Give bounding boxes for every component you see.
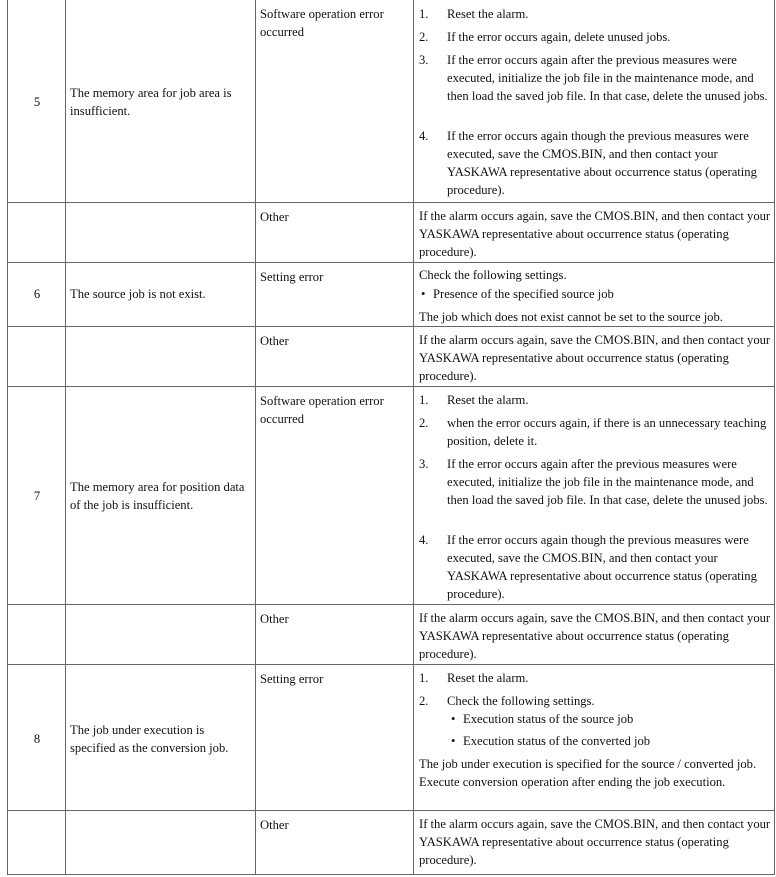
list-item: 2. If the error occurs again, delete unused jobs. xyxy=(419,30,671,44)
remedy-text: If the alarm occurs again, save the CMOS.BIN, and then contact your YASKAWA representative about occurrence status (operating procedure). xyxy=(419,209,771,259)
list-item: 3. If the error occurs again after the previous measures were executed, initialize the job file in the maintenance mode, and then load the saved job file. In that case, delete the unused jobs. xyxy=(419,53,768,103)
remedy-cell xyxy=(414,387,774,604)
remedy-note: The job under execution is specified for the source / converted job. Execute conversion operation after ending the job execution. xyxy=(419,757,757,789)
number-cell xyxy=(8,263,66,326)
remedy-intro: Check the following settings. xyxy=(419,268,567,282)
bullet-icon: • xyxy=(421,287,426,301)
list-item: • Execution status of the converted job xyxy=(451,734,651,748)
list-item: • Execution status of the source job xyxy=(451,712,634,726)
cause-text: Other xyxy=(260,210,289,224)
table-row xyxy=(8,387,774,605)
cause-text: Software operation error occurred xyxy=(260,394,384,426)
alarm-description: The memory area for position data of the job is insufficient. xyxy=(70,480,245,512)
remedy-cell xyxy=(414,327,774,386)
cause-cell xyxy=(256,665,414,810)
table-row xyxy=(8,327,774,387)
number-cell xyxy=(8,665,66,810)
remedy-cell xyxy=(414,0,774,202)
list-item: 1. Reset the alarm. xyxy=(419,7,529,21)
list-item: 2. Check the following settings. xyxy=(419,694,595,708)
alarm-cell xyxy=(66,0,256,202)
bullet-icon: • xyxy=(451,712,456,726)
bullet-icon: • xyxy=(451,734,456,748)
cause-text: Other xyxy=(260,818,289,832)
cause-cell xyxy=(256,811,414,874)
cause-cell xyxy=(256,327,414,386)
list-item: 2. when the error occurs again, if there is an unnecessary teaching position, delete it. xyxy=(419,416,767,448)
remedy-note: The job which does not exist cannot be set to the source job. xyxy=(419,310,723,324)
list-item: 3. If the error occurs again after the previous measures were executed, initialize the job file in the maintenance mode, and then load the saved job file. In that case, delete the unused jobs. xyxy=(419,457,768,507)
table-row xyxy=(8,203,774,263)
cause-text: Setting error xyxy=(260,672,324,686)
remedy-cell xyxy=(414,605,774,664)
list-item: 4. If the error occurs again though the previous measures were executed, save the CMOS.BIN, and then contact your YASKAWA representative about occurrence status (operating procedure). xyxy=(419,129,757,197)
table-row xyxy=(8,811,774,874)
remedy-cell xyxy=(414,665,774,810)
cause-cell xyxy=(256,387,414,604)
alarm-number: 6 xyxy=(33,287,41,301)
number-cell xyxy=(8,0,66,202)
cause-text: Software operation error occurred xyxy=(260,7,384,39)
alarm-description: The job under execution is specified as the conversion job. xyxy=(70,723,229,755)
number-cell xyxy=(8,387,66,604)
cause-text: Other xyxy=(260,612,289,626)
remedy-cell xyxy=(414,811,774,874)
alarm-table xyxy=(7,0,775,875)
alarm-number: 7 xyxy=(33,489,41,503)
remedy-cell xyxy=(414,203,774,262)
cause-cell xyxy=(256,605,414,664)
list-item: • Presence of the specified source job xyxy=(421,287,614,301)
cause-text: Setting error xyxy=(260,270,324,284)
table-row xyxy=(8,0,774,203)
table-row xyxy=(8,605,774,665)
cause-cell xyxy=(256,203,414,262)
list-item: 4. If the error occurs again though the previous measures were executed, save the CMOS.BIN, and then contact your YASKAWA representative about occurrence status (operating procedure). xyxy=(419,533,757,601)
alarm-description: The source job is not exist. xyxy=(70,287,206,301)
table-row xyxy=(8,263,774,327)
cause-text: Other xyxy=(260,334,289,348)
alarm-cell xyxy=(66,387,256,604)
remedy-text: If the alarm occurs again, save the CMOS.BIN, and then contact your YASKAWA representative about occurrence status (operating procedure). xyxy=(419,611,771,661)
cause-cell xyxy=(256,263,414,326)
remedy-text: If the alarm occurs again, save the CMOS.BIN, and then contact your YASKAWA representative about occurrence status (operating procedure). xyxy=(419,817,771,867)
remedy-cell xyxy=(414,263,774,326)
remedy-text: If the alarm occurs again, save the CMOS.BIN, and then contact your YASKAWA representative about occurrence status (operating procedure). xyxy=(419,333,771,383)
list-item: 1. Reset the alarm. xyxy=(419,671,529,685)
alarm-number: 8 xyxy=(33,732,41,746)
list-item: 1. Reset the alarm. xyxy=(419,393,529,407)
alarm-cell xyxy=(66,665,256,810)
table-row xyxy=(8,665,774,811)
alarm-description: The memory area for job area is insufficient. xyxy=(70,86,232,118)
cause-cell xyxy=(256,0,414,202)
alarm-cell xyxy=(66,263,256,326)
alarm-number: 5 xyxy=(33,95,41,109)
